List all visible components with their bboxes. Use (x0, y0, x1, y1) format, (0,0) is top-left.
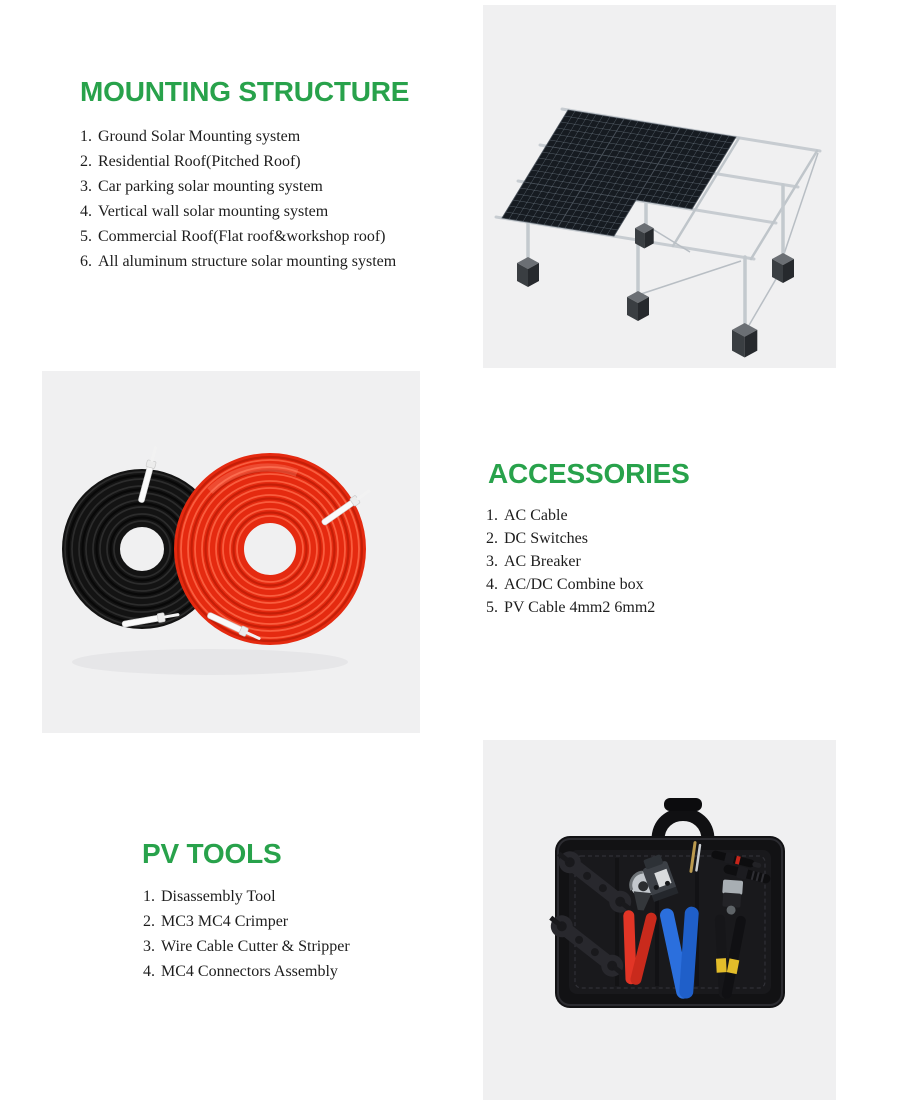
list-item (80, 149, 396, 174)
item-number: 5. (80, 228, 92, 245)
item-text: All aluminum structure solar mounting system (98, 253, 397, 270)
item-text: Disassembly Tool (161, 888, 276, 905)
item-text: Residential Roof(Pitched Roof) (98, 153, 301, 170)
item-number: 3. (143, 938, 155, 955)
list-item (80, 199, 396, 224)
item-text: AC Breaker (504, 553, 581, 570)
solar-array-illustration (483, 5, 836, 368)
section-title-mounting-structure: MOUNTING STRUCTURE (80, 76, 410, 107)
pv-tools-list (143, 884, 350, 984)
section-title-accessories: ACCESSORIES (488, 458, 690, 489)
list-item (486, 596, 655, 619)
item-number: 4. (486, 576, 498, 593)
solar-panels (502, 110, 736, 236)
mounting-structure-list (80, 124, 396, 274)
item-number: 2. (143, 913, 155, 930)
bag-handle (658, 798, 708, 840)
item-text: Commercial Roof(Flat roof&workshop roof) (98, 228, 386, 245)
item-number: 1. (80, 128, 92, 145)
pv-tools-photo (483, 740, 836, 1100)
item-text: DC Switches (504, 530, 588, 547)
item-number: 5. (486, 599, 498, 616)
item-number: 6. (80, 253, 92, 270)
list-item (143, 909, 350, 934)
item-text: Vertical wall solar mounting system (98, 203, 329, 220)
item-text: PV Cable 4mm2 6mm2 (504, 599, 656, 616)
accessories-list (486, 504, 655, 619)
list-item (143, 959, 350, 984)
list-item (486, 550, 655, 573)
item-number: 4. (143, 963, 155, 980)
item-number: 2. (80, 153, 92, 170)
item-text: MC3 MC4 Crimper (161, 913, 289, 930)
cable-coils-illustration (42, 371, 420, 733)
item-text: AC/DC Combine box (504, 576, 644, 593)
item-number: 3. (80, 178, 92, 195)
mounting-structure-photo (483, 5, 836, 368)
list-item (486, 573, 655, 596)
item-number: 1. (143, 888, 155, 905)
accessories-photo (42, 371, 420, 733)
item-number: 2. (486, 530, 498, 547)
tool-kit-illustration (483, 740, 836, 1100)
red-cable-coil (178, 457, 362, 641)
list-item (143, 934, 350, 959)
section-title-pv-tools: PV TOOLS (142, 838, 282, 869)
item-text: MC4 Connectors Assembly (161, 963, 338, 980)
item-text: Wire Cable Cutter & Stripper (161, 938, 350, 955)
list-item (80, 224, 396, 249)
list-item (143, 884, 350, 909)
list-item (486, 527, 655, 550)
list-item (80, 124, 396, 149)
item-text: Ground Solar Mounting system (98, 128, 301, 145)
item-text: Car parking solar mounting system (98, 178, 323, 195)
list-item (80, 174, 396, 199)
list-item (80, 249, 396, 274)
item-text: AC Cable (504, 507, 568, 524)
item-number: 3. (486, 553, 498, 570)
item-number: 1. (486, 507, 498, 524)
list-item (486, 504, 655, 527)
item-number: 4. (80, 203, 92, 220)
